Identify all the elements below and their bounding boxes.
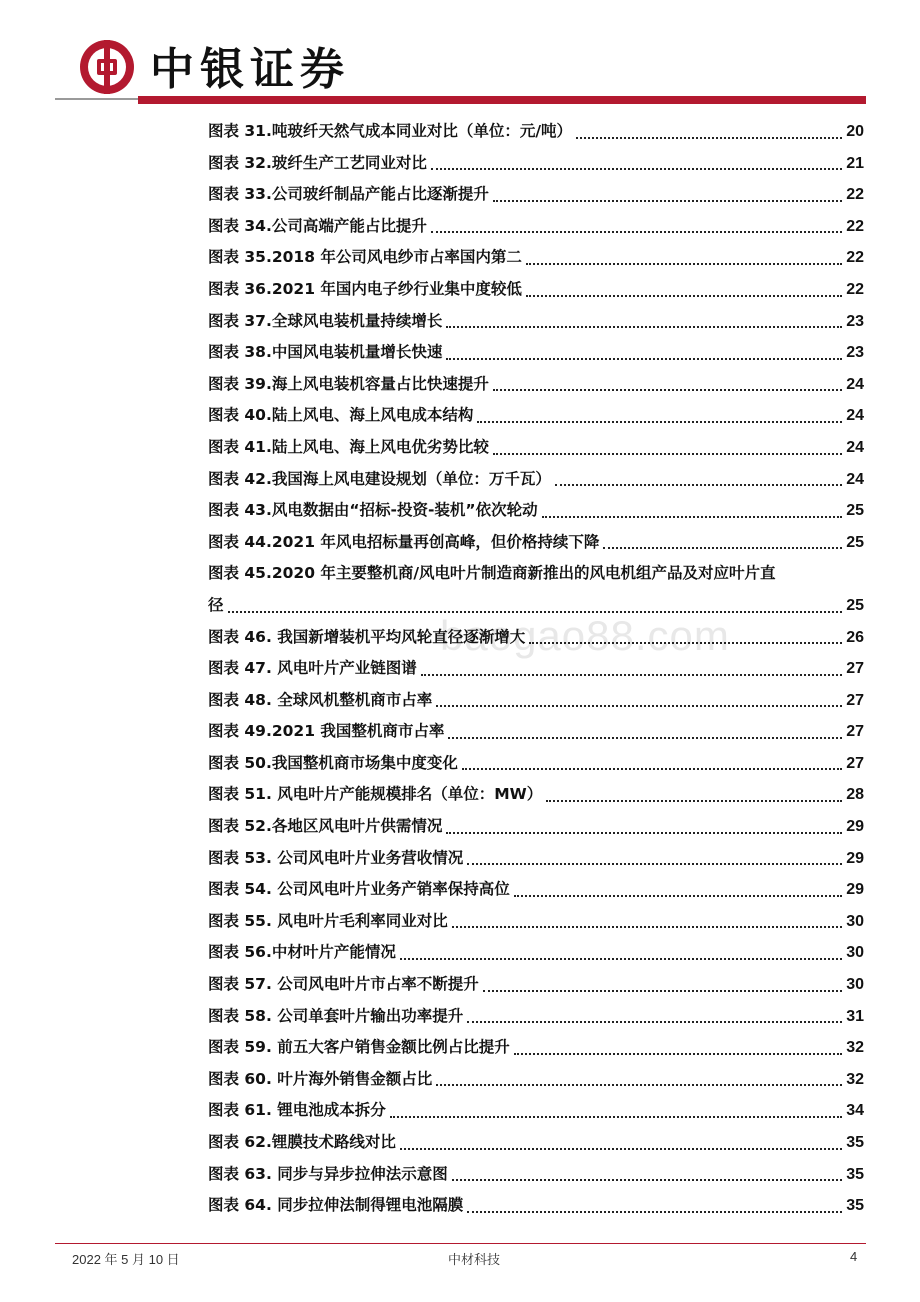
toc-entry-title: 图表 50.我国整机商市场集中度变化: [208, 753, 458, 772]
toc-entry-page: 35: [846, 1134, 864, 1151]
dot-leader: [529, 642, 842, 644]
toc-entry-page: 24: [846, 470, 864, 488]
dot-leader: [483, 990, 842, 992]
toc-entry-title: 图表 40.陆上风电、海上风电成本结构: [208, 406, 474, 425]
figure-list: [208, 116, 864, 1222]
toc-entry-page: 23: [846, 344, 864, 362]
toc-entry[interactable]: [208, 1001, 864, 1033]
toc-entry-page: 23: [846, 312, 864, 330]
toc-entry-page: 22: [846, 280, 864, 298]
toc-entry-page: 34: [846, 1102, 864, 1120]
toc-entry[interactable]: [208, 811, 864, 843]
dot-leader: [436, 705, 842, 707]
toc-entry[interactable]: [208, 179, 864, 211]
toc-entry-page: 35: [846, 1197, 864, 1215]
toc-entry-page: 29: [846, 818, 864, 836]
dot-leader: [526, 295, 842, 297]
toc-entry[interactable]: [208, 400, 864, 432]
toc-entry[interactable]: [208, 306, 864, 338]
toc-entry-title: 图表 37.全球风电装机量持续增长: [208, 311, 443, 330]
toc-entry-page: 29: [846, 881, 864, 899]
header-rule-gray: [55, 98, 140, 100]
toc-entry-page: 24: [846, 407, 864, 425]
toc-entry[interactable]: [208, 1127, 864, 1159]
toc-entry-page: 35: [846, 1165, 864, 1183]
toc-entry-title: 图表 35.2018 年公司风电纱市占率国内第二: [208, 248, 522, 267]
toc-entry-page: 25: [846, 533, 864, 551]
toc-entry[interactable]: [208, 432, 864, 464]
toc-entry-page: 32: [846, 1039, 864, 1057]
toc-entry-title: 图表 59. 前五大客户销售金额比例占比提升: [208, 1038, 510, 1057]
dot-leader: [390, 1116, 842, 1118]
toc-entry[interactable]: [208, 653, 864, 685]
dot-leader: [446, 358, 842, 360]
dot-leader: [555, 484, 842, 486]
toc-entry[interactable]: [208, 274, 864, 306]
toc-entry-title: 图表 52.各地区风电叶片供需情况: [208, 817, 443, 836]
dot-leader: [493, 200, 842, 202]
toc-entry-title: 图表 33.公司玻纤制品产能占比逐渐提升: [208, 185, 489, 204]
dot-leader: [467, 863, 842, 865]
toc-entry[interactable]: [208, 1095, 864, 1127]
dot-leader: [421, 674, 842, 676]
toc-entry-title: 图表 57. 公司风电叶片市占率不断提升: [208, 975, 479, 994]
dot-leader: [452, 926, 842, 928]
dot-leader: [431, 168, 842, 170]
dot-leader: [467, 1211, 842, 1213]
header-rule-red: [138, 96, 866, 104]
toc-entry[interactable]: [208, 685, 864, 717]
toc-entry[interactable]: [208, 116, 864, 148]
toc-entry-title: 图表 60. 叶片海外销售金额占比: [208, 1069, 433, 1088]
toc-entry[interactable]: [208, 1159, 864, 1191]
footer-date: 2022 年 5 月 10 日: [72, 1252, 180, 1267]
toc-entry[interactable]: [208, 369, 864, 401]
dot-leader: [493, 453, 842, 455]
dot-leader: [228, 611, 843, 613]
toc-entry-page: 21: [846, 154, 864, 172]
dot-leader: [400, 958, 842, 960]
toc-entry-title: 图表 36.2021 年国内电子纱行业集中度较低: [208, 279, 522, 298]
toc-entry[interactable]: [208, 495, 864, 527]
dot-leader: [446, 832, 842, 834]
toc-entry-title: 图表 55. 风电叶片毛利率同业对比: [208, 911, 448, 930]
toc-entry-title: 图表 47. 风电叶片产业链图谱: [208, 659, 417, 678]
toc-entry-title: 图表 42.我国海上风电建设规划（单位：万千瓦）: [208, 469, 551, 488]
watermark: baogao88.com: [440, 612, 730, 659]
dot-leader: [546, 800, 842, 802]
toc-entry-page: 31: [846, 1007, 864, 1025]
toc-entry[interactable]: [208, 1032, 864, 1064]
toc-entry[interactable]: [208, 748, 864, 780]
dot-leader: [603, 547, 842, 549]
footer-company: 中材科技: [448, 1253, 501, 1268]
toc-entry-title-cont: 径: [208, 595, 224, 614]
toc-entry-page: 27: [846, 723, 864, 741]
dot-leader: [514, 1053, 842, 1055]
toc-entry-title: 图表 48. 全球风机整机商市占率: [208, 690, 433, 709]
toc-entry-title: 图表 32.玻纤生产工艺同业对比: [208, 153, 427, 172]
toc-entry[interactable]: [208, 242, 864, 274]
toc-entry[interactable]: [208, 1064, 864, 1096]
toc-entry-page: 20: [846, 123, 864, 140]
toc-entry-page: 22: [846, 249, 864, 267]
toc-entry-title: 图表 43.风电数据由“招标-投资-装机”依次轮动: [208, 501, 538, 520]
toc-entry-page: 25: [846, 596, 864, 614]
toc-entry-page: 27: [846, 660, 864, 678]
toc-entry-page: 30: [846, 912, 864, 930]
toc-entry-title: 图表 63. 同步与异步拉伸法示意图: [208, 1164, 448, 1183]
toc-entry[interactable]: [208, 969, 864, 1001]
toc-entry[interactable]: [208, 527, 864, 559]
toc-entry-title: 图表 49.2021 我国整机商市占率: [208, 722, 445, 741]
toc-entry-title: 图表 62.锂膜技术路线对比: [208, 1133, 396, 1151]
toc-entry[interactable]: [208, 337, 864, 369]
toc-entry-title: 图表 54. 公司风电叶片业务产销率保持高位: [208, 880, 510, 899]
toc-entry[interactable]: [208, 1190, 864, 1222]
dot-leader: [526, 263, 842, 265]
brand-name: 中银证券: [150, 44, 350, 95]
toc-entry-page: 27: [846, 754, 864, 772]
toc-entry-title: 图表 45.2020 年主要整机商/风电叶片制造商新推出的风电机组产品及对应叶片直: [208, 564, 776, 583]
toc-entry-title: 图表 51. 风电叶片产能规模排名（单位：MW）: [208, 785, 543, 804]
dot-leader: [436, 1084, 842, 1086]
toc-entry-title: 图表 64. 同步拉伸法制得锂电池隔膜: [208, 1196, 464, 1215]
toc-entry-page: 24: [846, 438, 864, 456]
toc-entry[interactable]: [208, 622, 864, 654]
toc-entry[interactable]: [208, 843, 864, 875]
toc-entry[interactable]: [208, 716, 864, 748]
toc-entry-page: 25: [846, 502, 864, 520]
toc-entry-title: 图表 61. 锂电池成本拆分: [208, 1101, 386, 1120]
dot-leader: [542, 516, 843, 518]
toc-entry-page: 22: [846, 217, 864, 235]
toc-entry[interactable]: [208, 874, 864, 906]
dot-leader: [493, 389, 842, 391]
dot-leader: [576, 137, 842, 139]
toc-entry[interactable]: [208, 464, 864, 496]
dot-leader: [477, 421, 842, 423]
toc-entry-page: 30: [846, 976, 864, 994]
toc-entry-title: 图表 58. 公司单套叶片输出功率提升: [208, 1006, 464, 1025]
toc-entry-title: 图表 34.公司高端产能占比提升: [208, 216, 427, 235]
footer-page-number: 4: [850, 1249, 858, 1264]
toc-entry-page: 27: [846, 691, 864, 709]
toc-entry[interactable]: [208, 211, 864, 243]
toc-entry-page: 26: [846, 628, 864, 646]
dot-leader: [400, 1148, 842, 1150]
toc-entry-title: 图表 41.陆上风电、海上风电优劣势比较: [208, 437, 489, 456]
toc-entry-page: 28: [846, 786, 864, 804]
dot-leader: [514, 895, 842, 897]
toc-entry-page: 32: [846, 1070, 864, 1088]
footer-rule: [55, 1243, 866, 1244]
dot-leader: [452, 1179, 842, 1181]
toc-entry-title: 图表 53. 公司风电叶片业务营收情况: [208, 848, 464, 867]
toc-entry-title: 图表 56.中材叶片产能情况: [208, 943, 396, 962]
toc-entry[interactable]: [208, 906, 864, 938]
boc-coin-logo-icon: [78, 38, 136, 96]
page-header: [0, 0, 920, 110]
toc-entry-title: 图表 39.海上风电装机容量占比快速提升: [208, 374, 489, 393]
toc-entry-title: 图表 31.吨玻纤天然气成本同业对比（单位：元/吨）: [208, 122, 573, 140]
toc-entry-page: 29: [846, 849, 864, 867]
dot-leader: [431, 231, 842, 233]
toc-entry-wrapped[interactable]: [208, 558, 864, 621]
toc-entry-title: 图表 46. 我国新增装机平均风轮直径逐渐增大: [208, 627, 526, 646]
toc-entry-title: 图表 44.2021 年风电招标量再创高峰，但价格持续下降: [208, 532, 600, 551]
dot-leader: [448, 737, 842, 739]
dot-leader: [446, 326, 842, 328]
toc-entry[interactable]: [208, 779, 864, 811]
toc-entry-title: 图表 38.中国风电装机量增长快速: [208, 343, 443, 362]
toc-entry-page: 22: [846, 186, 864, 204]
toc-entry-page: 30: [846, 944, 864, 962]
toc-entry[interactable]: [208, 148, 864, 180]
dot-leader: [462, 768, 842, 770]
dot-leader: [467, 1021, 842, 1023]
toc-entry-page: 24: [846, 375, 864, 393]
toc-entry[interactable]: [208, 937, 864, 969]
